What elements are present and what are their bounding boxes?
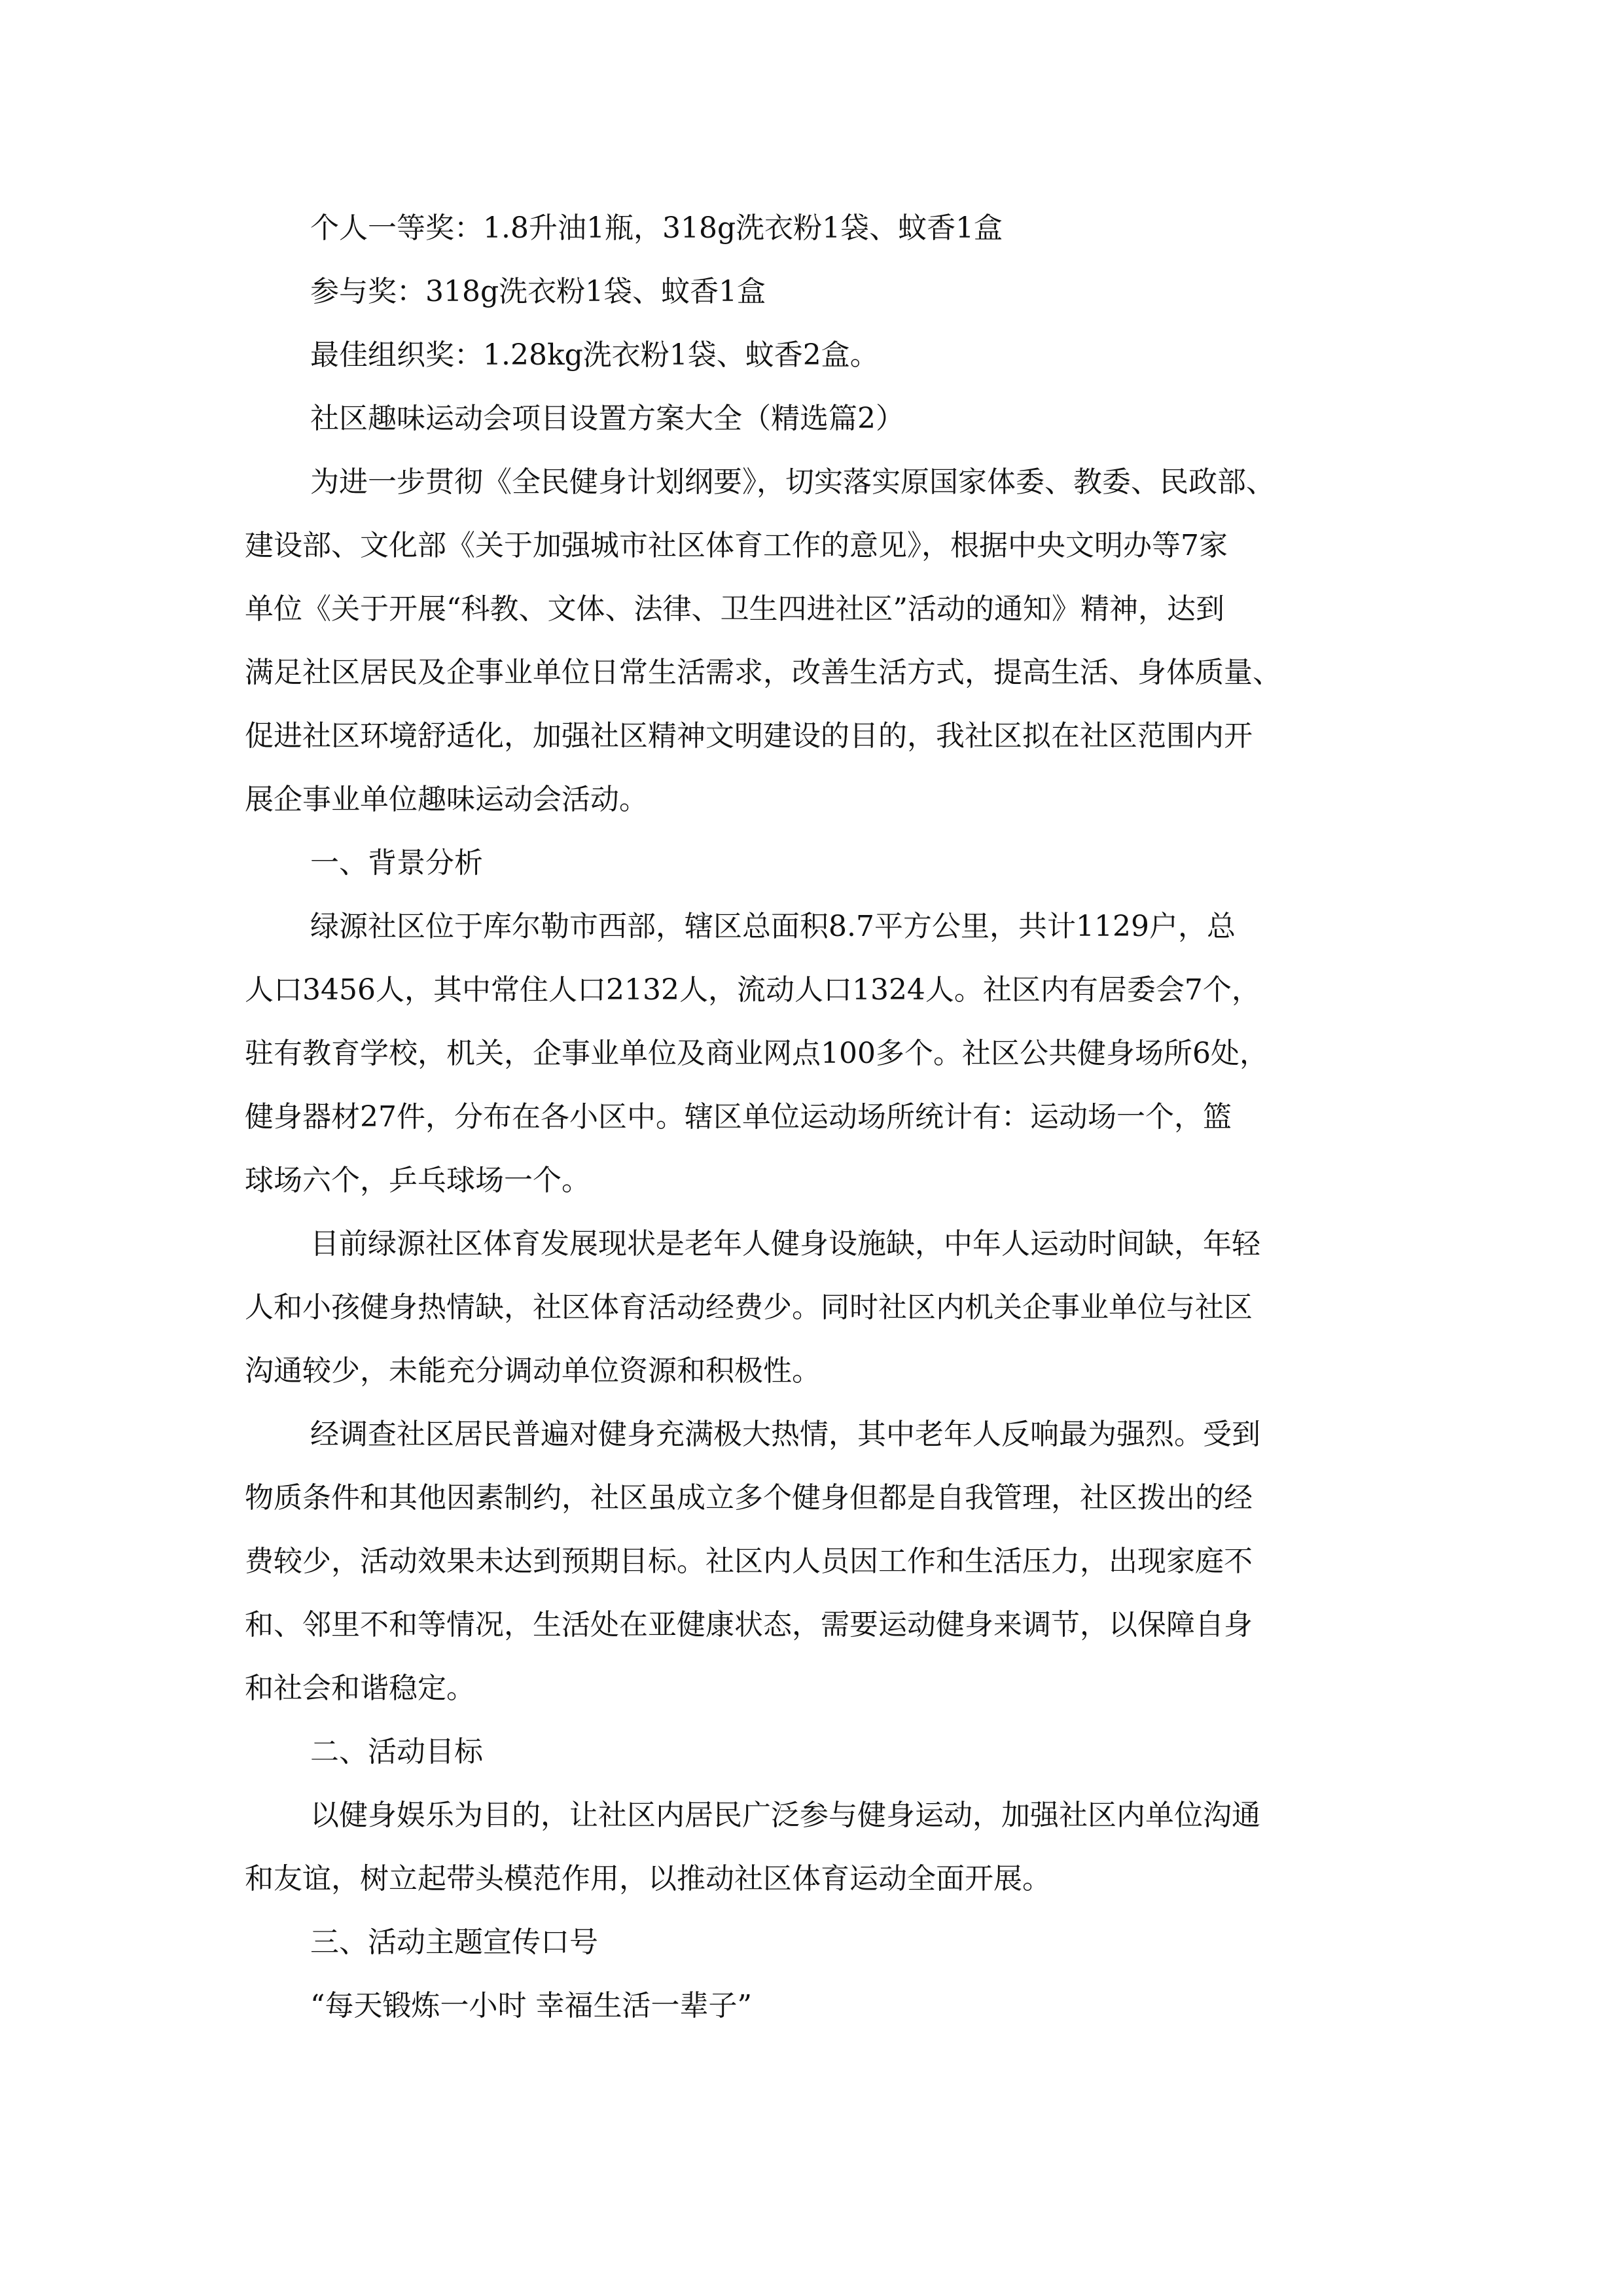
text-line: 和社会和谐稳定。 [245,1672,475,1705]
text-line: 为进一步贯彻《全民健身计划纲要》，切实落实原国家体委、教委、民政部、 [310,465,1275,499]
text-line: 健身器材27件，分布在各小区中。辖区单位运动场所统计有：运动场一个，篮 [245,1100,1232,1134]
text-line: 建设部、文化部《关于加强城市社区体育工作的意见》，根据中央文明办等7家 [245,529,1228,562]
text-line: 沟通较少，未能充分调动单位资源和积极性。 [245,1354,821,1388]
text-line: 社区趣味运动会项目设置方案大全（精选篇2） [310,402,904,435]
text-line: 一、背景分析 [310,846,483,880]
text-line: 展企事业单位趣味运动会活动。 [245,783,648,816]
text-line: 最佳组织奖：1.28kg洗衣粉1袋、蚊香2盒。 [310,338,879,372]
text-line: 球场六个，乒乓球场一个。 [245,1164,590,1197]
text-line: 和友谊，树立起带头模范作用，以推动社区体育运动全面开展。 [245,1862,1051,1895]
text-line: 和、邻里不和等情况，生活处在亚健康状态，需要运动健身来调节，以保障自身 [245,1608,1253,1641]
document-page [245,196,1383,2037]
text-line: 促进社区环境舒适化，加强社区精神文明建设的目的，我社区拟在社区范围内开 [245,719,1253,753]
text-line: 经调查社区居民普遍对健身充满极大热情，其中老年人反响最为强烈。受到 [310,1418,1260,1451]
text-line: 人和小孩健身热情缺，社区体育活动经费少。同时社区内机关企事业单位与社区 [245,1291,1253,1324]
text-line: 以健身娱乐为目的，让社区内居民广泛参与健身运动，加强社区内单位沟通 [310,1799,1260,1832]
text-line: 费较少，活动效果未达到预期目标。社区内人员因工作和生活压力，出现家庭不 [245,1545,1253,1578]
text-line: 个人一等奖：1.8升油1瓶，318g洗衣粉1袋、蚊香1盒 [310,211,1003,245]
text-line: “每天锻炼一小时 幸福生活一辈子” [310,1989,752,2022]
text-line: 目前绿源社区体育发展现状是老年人健身设施缺，中年人运动时间缺，年轻 [310,1227,1260,1261]
text-line: 绿源社区位于库尔勒市西部，辖区总面积8.7平方公里，共计1129户，总 [310,910,1236,943]
text-line: 物质条件和其他因素制约，社区虽成立多个健身但都是自我管理，社区拨出的经 [245,1481,1253,1515]
text-line: 二、活动目标 [310,1735,483,1768]
text-line: 单位《关于开展“科教、文体、法律、卫生四进社区”活动的通知》精神，达到 [245,592,1224,626]
text-line: 参与奖：318g洗衣粉1袋、蚊香1盒 [310,275,766,308]
text-line: 人口3456人，其中常住人口2132人，流动人口1324人。社区内有居委会7个， [245,973,1260,1007]
text-line: 三、活动主题宣传口号 [310,1926,598,1959]
text-line: 驻有教育学校，机关，企事业单位及商业网点100多个。社区公共健身场所6处， [245,1037,1268,1070]
text-line: 满足社区居民及企事业单位日常生活需求，改善生活方式，提高生活、身体质量、 [245,656,1281,689]
